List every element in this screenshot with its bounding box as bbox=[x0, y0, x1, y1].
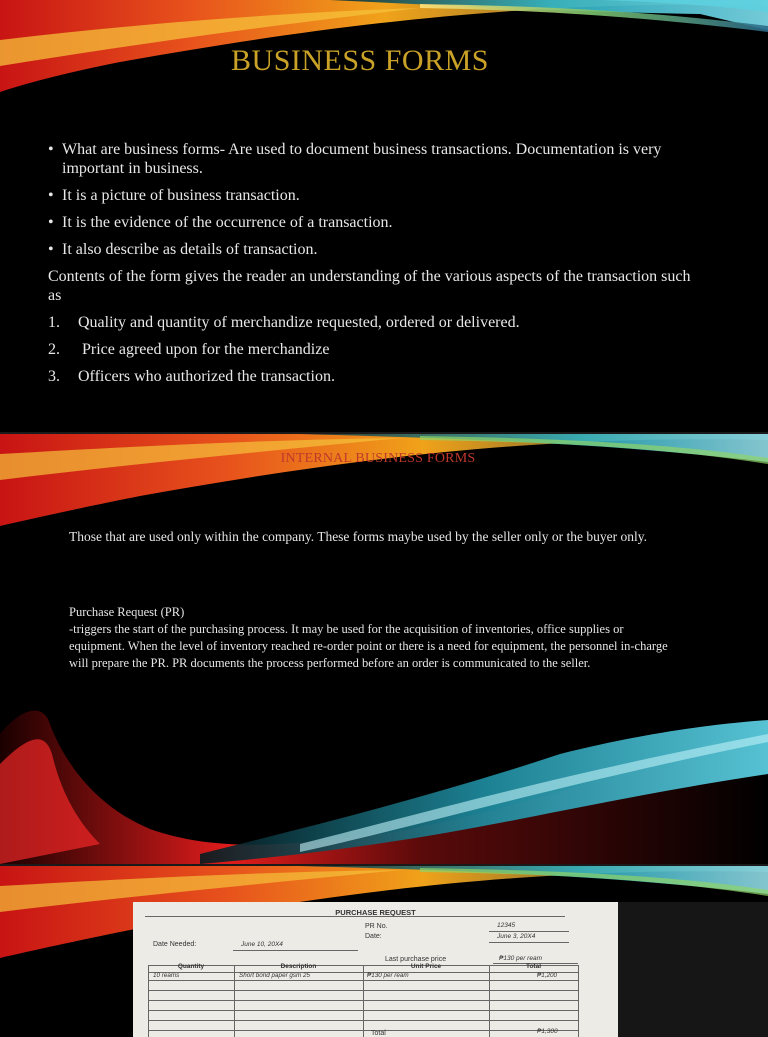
date-value: June 3, 20X4 bbox=[497, 933, 536, 940]
bullet-icon: • bbox=[48, 214, 54, 231]
numbered-item: 1. Quality and quantity of merchandize requested, ordered or delivered. bbox=[48, 314, 520, 331]
date-label: Date: bbox=[365, 933, 382, 940]
slide-title: BUSINESS FORMS bbox=[231, 44, 489, 77]
section-heading: Purchase Request (PR) bbox=[69, 605, 185, 619]
section-text: -triggers the start of the purchasing process. It may be used for the acquisition of inventories, office supplies or equipment. When the level of inventory reached re-order point or there is a need for equipment, the personnel in-charge will prepare the PR. PR documents the process performed before an order is communicated to the seller. bbox=[69, 622, 668, 670]
date-needed-label: Date Needed: bbox=[153, 941, 197, 948]
bullet-item: • It is the evidence of the occurrence of a transaction. bbox=[48, 214, 393, 231]
slide-business-forms bbox=[0, 0, 768, 432]
table-cell: ₱1,200 bbox=[537, 972, 557, 979]
bullet-item: • It also describe as details of transaction. bbox=[48, 241, 318, 258]
slide-internal-business-forms bbox=[0, 434, 768, 864]
pr-no-label: PR No. bbox=[365, 923, 388, 930]
column-header: Quantity bbox=[177, 963, 205, 970]
intro-paragraph: Those that are used only within the company. These forms maybe used by the seller only or the buyer only. bbox=[69, 529, 647, 544]
photo-background bbox=[618, 902, 768, 1037]
bullet-item: • It is a picture of business transaction. bbox=[48, 187, 300, 204]
bullet-icon: • bbox=[48, 241, 54, 258]
slide-purchase-request-form bbox=[0, 866, 768, 1037]
purchase-request-section bbox=[69, 604, 669, 672]
form-title: PURCHASE REQUEST bbox=[335, 908, 416, 917]
table-cell: ₱130 per ream bbox=[367, 972, 409, 979]
slide-title: INTERNAL BUSINESS FORMS bbox=[280, 451, 476, 466]
numbered-item: 3. Officers who authorized the transaction. bbox=[48, 368, 335, 385]
table-cell: 10 reams bbox=[153, 972, 180, 979]
date-needed-value: June 10, 20X4 bbox=[241, 941, 283, 948]
column-header: Description bbox=[280, 963, 317, 970]
slide-content bbox=[48, 140, 698, 394]
bullet-icon: • bbox=[48, 187, 54, 204]
column-header: Total bbox=[525, 963, 542, 970]
bullet-item: • What are business forms- Are used to document business transactions. Documentation is very important in business. bbox=[48, 141, 662, 177]
bullet-icon: • bbox=[48, 141, 54, 158]
contents-paragraph: Contents of the form gives the reader an understanding of the various aspects of the transaction such as bbox=[48, 268, 691, 304]
total-label: Total bbox=[371, 1030, 386, 1037]
last-price-value: ₱130 per ream bbox=[499, 955, 542, 962]
total-value: ₱1,300 bbox=[537, 1028, 558, 1035]
table-cell: Short bond paper gsm 25 bbox=[239, 972, 311, 979]
last-price-label: Last purchase price bbox=[385, 956, 447, 963]
pr-no-value: 12345 bbox=[497, 922, 516, 929]
purchase-request-form-image bbox=[133, 902, 618, 1037]
numbered-item: 2. Price agreed upon for the merchandize bbox=[48, 341, 330, 358]
column-header: Unit Price bbox=[410, 963, 442, 970]
